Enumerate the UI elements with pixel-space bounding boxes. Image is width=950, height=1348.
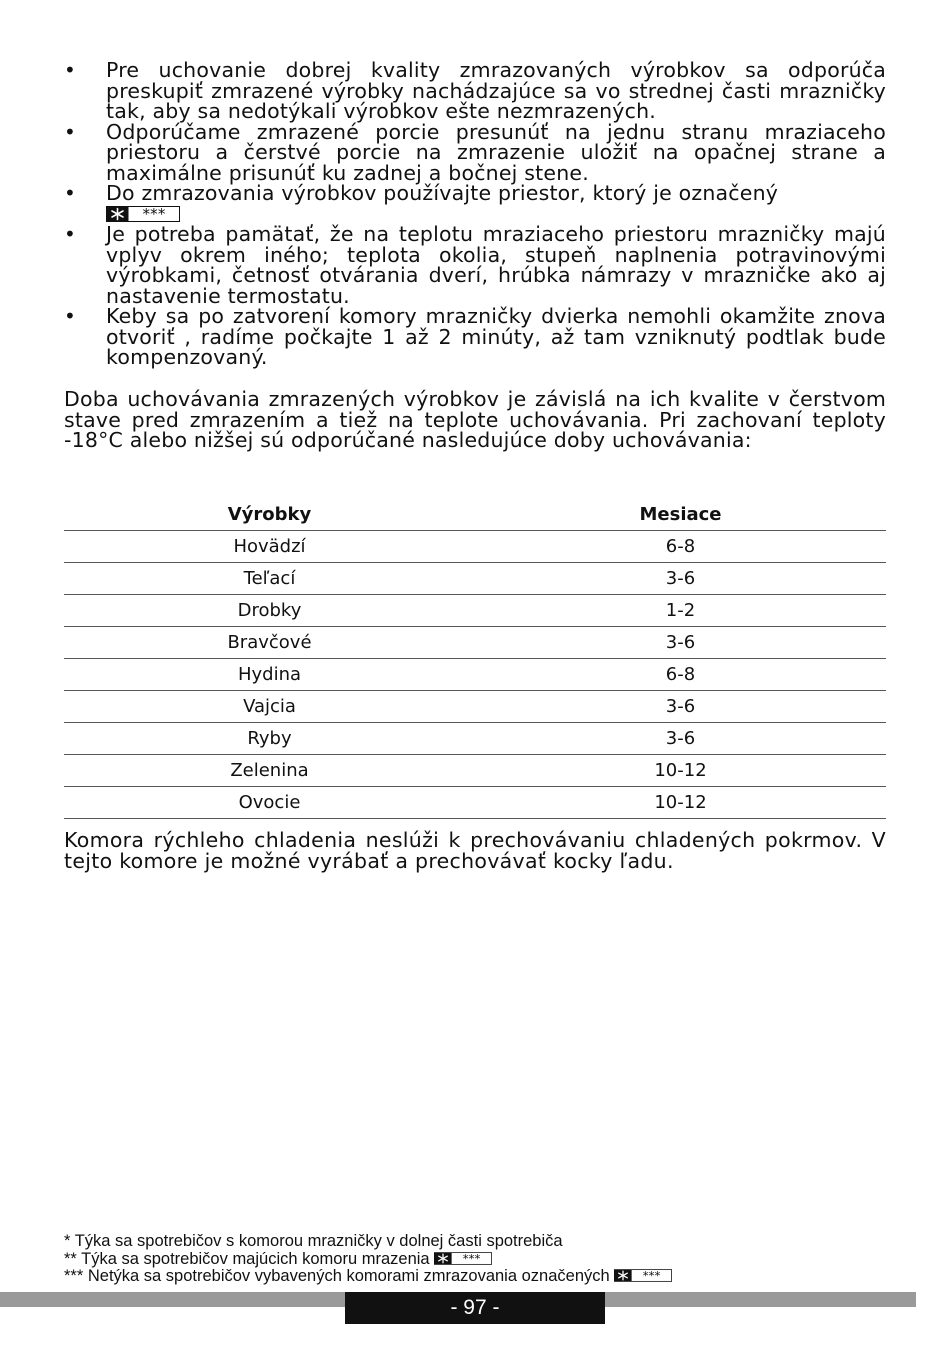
- bullet-dot: •: [64, 181, 76, 205]
- months-cell: 10-12: [475, 754, 886, 786]
- bullet-text: Pre uchovanie dobrej kvality zmrazovaných výrobkov sa odporúča preskupiť zmrazené výrobky nachádzajúce sa vo strednej časti mrazničky tak, aby sa nedotýkali výrobkov ešte nezmrazených.: [106, 58, 886, 123]
- months-cell: 3-6: [475, 690, 886, 722]
- bullet-item: [64, 224, 886, 306]
- table-row: [64, 690, 886, 722]
- product-cell: Bravčové: [64, 626, 475, 658]
- table-header-row: [64, 498, 886, 530]
- months-cell: 6-8: [475, 530, 886, 562]
- footnote-text: * Týka sa spotrebičov s komorou mrazničky v dolnej časti spotrebiča: [64, 1232, 563, 1250]
- table-row: [64, 786, 886, 818]
- storage-time-table: [64, 498, 886, 819]
- table-row: [64, 722, 886, 754]
- page-number: - 97 -: [345, 1292, 605, 1324]
- months-cell: 3-6: [475, 562, 886, 594]
- storage-intro-paragraph: Doba uchovávania zmrazených výrobkov je závislá na ich kvalite v čerstvom stave pred zmrazením a tiež na teplote uchovávania. Pri zachovaní teploty -18°C alebo nižšej sú odporúčané nasledujúce doby uchovávania:: [64, 387, 886, 452]
- bullet-text: Keby sa po zatvorení komory mrazničky dvierka nemohli okamžite znova otvoriť , radíme počkajte 1 až 2 minúty, až tam vzniknutý podtlak bude kompenzovaný.: [106, 304, 886, 369]
- fast-cooling-note: Komora rýchleho chladenia neslúži k prechovávaniu chladených pokrmov. V tejto komore je možné vyrábať a prechovávať kocky ľadu.: [64, 828, 886, 873]
- product-cell: Zelenina: [64, 754, 475, 786]
- months-cell: 10-12: [475, 786, 886, 818]
- bullet-item: [64, 60, 886, 122]
- footnotes: [64, 1233, 886, 1286]
- bullet-dot: •: [64, 222, 76, 246]
- four-star-freezer-icon: [614, 1269, 672, 1282]
- months-cell: 3-6: [475, 626, 886, 658]
- bullet-text: Do zmrazovania výrobkov používajte priestor, ktorý je označený: [106, 181, 779, 205]
- bullet-item: [64, 183, 886, 224]
- four-star-freezer-icon: [434, 1252, 492, 1265]
- bullet-dot: •: [64, 58, 76, 82]
- product-cell: Ovocie: [64, 786, 475, 818]
- footnote-1: [64, 1233, 886, 1251]
- header-products: Výrobky: [64, 498, 475, 530]
- product-cell: Hovädzí: [64, 530, 475, 562]
- bullet-text: Je potreba pamätať, že na teplotu mraziaceho priestoru mrazničky majú vplyv okrem iného; teplota okolia, stupeň naplnenia potravinovými výrobkami, četnosť otvárania dverí, hrúbka námrazy v mrazničke ako aj nastavenie termostatu.: [106, 222, 886, 308]
- table-row: [64, 594, 886, 626]
- product-cell: Teľací: [64, 562, 475, 594]
- footnote-text: ** Týka sa spotrebičov majúcich komoru mrazenia: [64, 1249, 430, 1268]
- table-row: [64, 754, 886, 786]
- table-row: [64, 626, 886, 658]
- four-star-freezer-icon: [106, 206, 180, 222]
- header-months: Mesiace: [475, 498, 886, 530]
- product-cell: Vajcia: [64, 690, 475, 722]
- product-cell: Ryby: [64, 722, 475, 754]
- bullet-text: Odporúčame zmrazené porcie presunúť na jednu stranu mraziaceho priestoru a čerstvé porcie na zmrazenie uložiť na opačnej strane a maximálne prisunúť ku zadnej a bočnej stene.: [106, 119, 886, 185]
- footnote-2: [64, 1251, 886, 1269]
- table-row: [64, 530, 886, 562]
- bullet-item: [64, 119, 886, 185]
- footnote-text: *** Netýka sa spotrebičov vybavených komorami zmrazovania označených: [64, 1267, 610, 1285]
- bullet-item: [64, 306, 886, 368]
- months-cell: 3-6: [475, 722, 886, 754]
- table-row: [64, 562, 886, 594]
- footnote-3: [64, 1268, 886, 1286]
- product-cell: Drobky: [64, 594, 475, 626]
- bullet-dot: •: [64, 119, 76, 144]
- table-row: [64, 658, 886, 690]
- months-cell: 1-2: [475, 594, 886, 626]
- product-cell: Hydina: [64, 658, 475, 690]
- bullet-list: [64, 60, 886, 368]
- bullet-dot: •: [64, 304, 76, 328]
- months-cell: 6-8: [475, 658, 886, 690]
